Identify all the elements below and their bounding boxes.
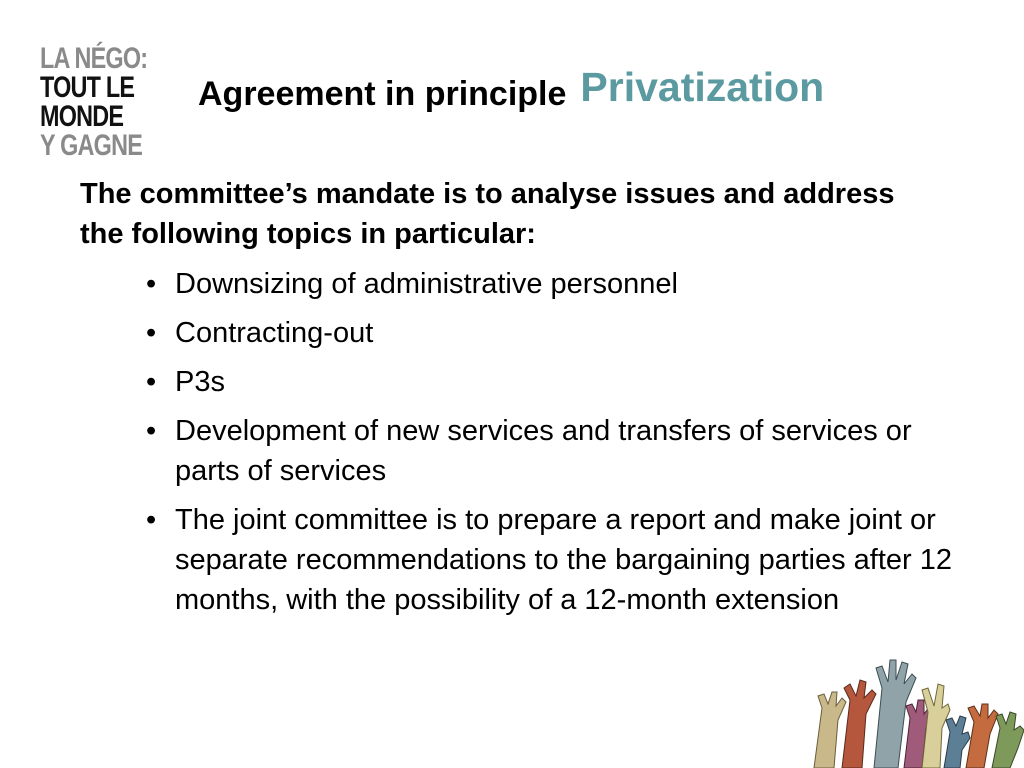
title-subtitle: Privatization (580, 64, 825, 110)
bullet-text: The joint committee is to prepare a report and make joint or separate recommendations to the bargaining parties after 12 months, with the possibility of a 12-month extension (175, 504, 953, 616)
hand-1 (814, 692, 846, 768)
bullet-marker: • (146, 366, 157, 398)
bullet-text: P3s (175, 366, 225, 398)
hand-6 (944, 716, 970, 768)
logo-line: TOUT LE (40, 71, 135, 104)
logo-line: Y GAGNE (40, 129, 143, 162)
slide-title (198, 64, 825, 115)
raised-hands-illustration (804, 648, 1024, 768)
bullet-item (146, 411, 976, 491)
bullet-marker: • (146, 504, 157, 536)
bullet-text: Development of new services and transfers of services or parts of services (175, 415, 912, 487)
bullet-marker: • (146, 415, 157, 447)
bullet-item (146, 500, 976, 620)
bullet-item (146, 264, 976, 304)
bullet-item (146, 313, 976, 353)
bullet-text: Downsizing of administrative personnel (175, 268, 678, 300)
bullet-list (146, 264, 976, 629)
hand-8 (992, 712, 1024, 768)
title-main: Agreement in principle (198, 75, 567, 113)
bullet-text: Contracting-out (175, 317, 374, 349)
logo-line: MONDE (40, 100, 124, 133)
bullet-marker: • (146, 317, 157, 349)
bullet-marker: • (146, 268, 157, 300)
intro-paragraph: The committee’s mandate is to analyse issues and address the following topics in particular: (80, 178, 895, 250)
hand-7 (966, 704, 998, 768)
logo (40, 44, 150, 160)
logo-line: LA NÉGO: (40, 42, 148, 75)
hand-2 (842, 680, 876, 768)
bullet-item (146, 362, 976, 402)
